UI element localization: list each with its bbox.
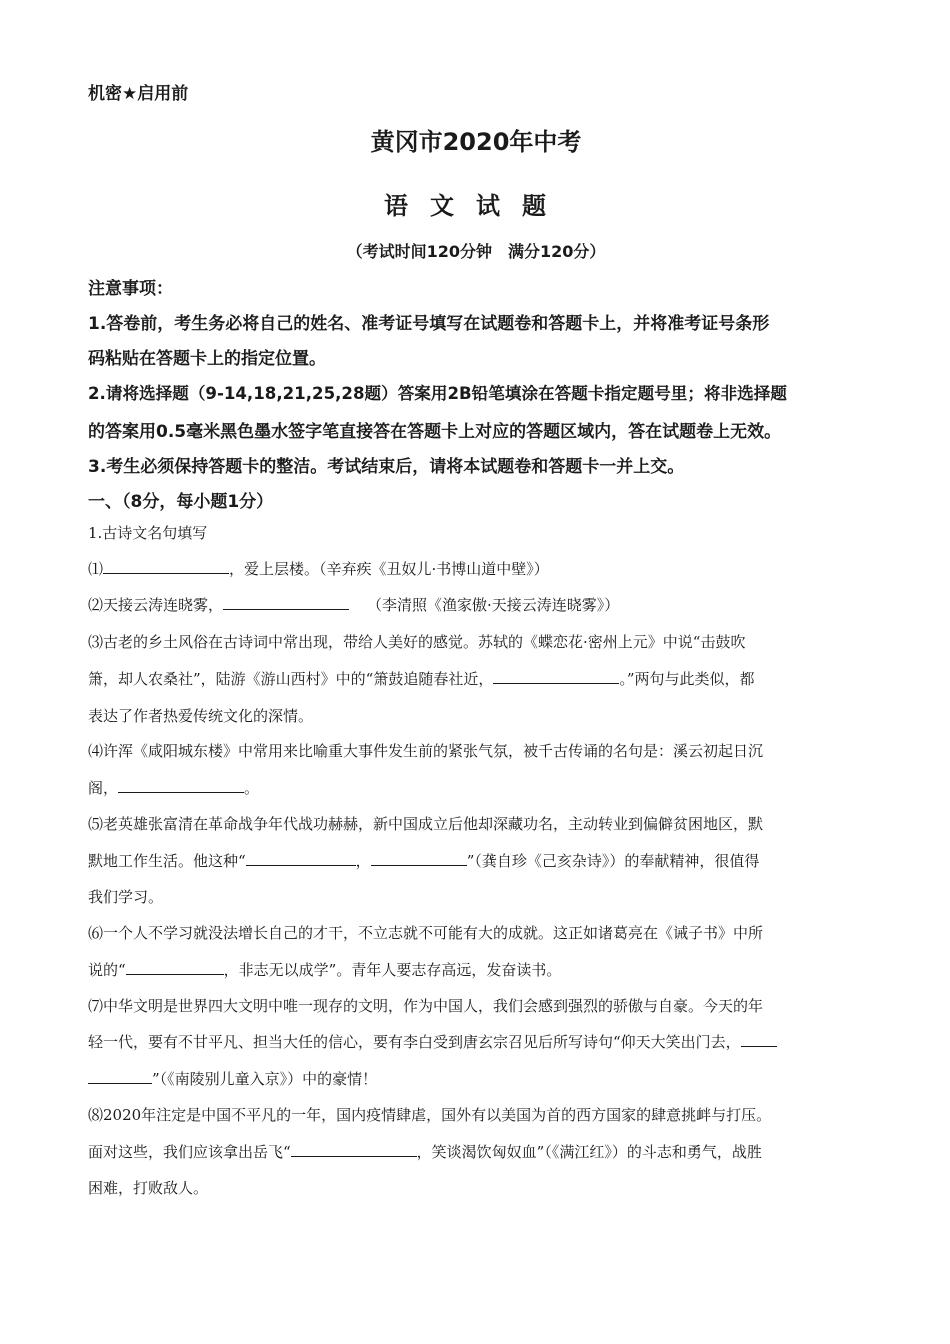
sub-question-8-line1: ⑻2020年注定是中国不平凡的一年，国内疫情肆虐，国外有以美国为首的西方国家的肆意挑衅与打压。 <box>88 1106 772 1124</box>
answer-blank[interactable] <box>103 558 229 574</box>
sub-question-7-line2 <box>88 1031 777 1052</box>
item-text: ”（《南陵别儿童入京》）中的豪情！ <box>152 1070 378 1088</box>
sub-question-2 <box>88 594 619 615</box>
note-line: 2.请将选择题（9-14,18,21,25,28题）答案用2B铅笔填涂在答题卡指定题号里；将非选择题 <box>88 384 787 403</box>
item-text: ，非志无以成学”。青年人要志存高远，发奋读书。 <box>223 961 562 979</box>
sub-question-5-line2 <box>88 850 759 871</box>
sub-question-5-line1: ⑸老英雄张富清在革命战争年代战功赫赫，新中国成立后他却深藏功名，主动转业到偏僻贫困地区，默 <box>88 815 764 833</box>
answer-blank[interactable] <box>118 777 244 793</box>
item-text: 。 <box>244 779 260 797</box>
answer-blank[interactable] <box>223 594 349 610</box>
item-text: 说的“ <box>88 961 126 979</box>
sub-question-1 <box>88 558 549 579</box>
item-text: 。”两句与此类似，都 <box>619 670 755 688</box>
sub-question-6-line2 <box>88 959 561 980</box>
item-text: （李清照《渔家傲·天接云涛连晓雾》） <box>367 596 620 614</box>
answer-blank[interactable] <box>246 850 356 866</box>
item-text: 阁， <box>88 779 119 797</box>
note-line: 3.考生必须保持答题卡的整洁。考试结束后，请将本试题卷和答题卡一并上交。 <box>88 457 685 477</box>
answer-blank[interactable] <box>493 668 619 684</box>
sub-question-4-line2 <box>88 777 259 798</box>
answer-blank[interactable] <box>126 959 224 975</box>
note-line: 码粘贴在答题卡上的指定位置。 <box>88 349 326 369</box>
item-number: ⑴ <box>88 560 104 578</box>
item-text: 默地工作生活。他这种“ <box>88 852 246 870</box>
exam-title: 黄冈市2020年中考 <box>370 128 582 156</box>
section-heading: 一、（8分，每小题1分） <box>88 492 274 512</box>
question-title: 1.古诗文名句填写 <box>88 524 208 542</box>
item-text: ，爱上层楼。（辛弃疾《丑奴儿·书博山道中壁》） <box>229 560 549 578</box>
sub-question-4-line1: ⑷许浑《咸阳城东楼》中常用来比喻重大事件发生前的紧张气氛，被千古传诵的名句是：溪云初起日沉 <box>88 742 764 760</box>
time-info: （考试时间120分钟 满分120分） <box>346 242 606 261</box>
sub-question-3-line1: ⑶古老的乡土风俗在古诗词中常出现，带给人美好的感觉。苏轼的《蝶恋花·密州上元》中说“击鼓吹 <box>88 633 746 651</box>
item-text: ， <box>355 852 371 870</box>
sub-question-6-line1: ⑹一个人不学习就没法增长自己的才干，不立志就不可能有大的成就。这正如诸葛亮在《诫子书》中所 <box>88 924 764 942</box>
item-text: 面对这些，我们应该拿出岳飞“ <box>88 1143 291 1161</box>
item-text: ⑵天接云涛连晓雾， <box>88 596 224 614</box>
answer-blank[interactable] <box>741 1031 777 1047</box>
item-text: ”（龚自珍《己亥杂诗》）的奉献精神，很值得 <box>466 852 760 870</box>
answer-blank[interactable] <box>291 1141 417 1157</box>
sub-question-5-line3: 我们学习。 <box>88 888 164 906</box>
sub-question-7-line1: ⑺中华文明是世界四大文明中唯一现存的文明，作为中国人，我们会感到强烈的骄傲与自豪。今天的年 <box>88 997 764 1015</box>
item-text: 轻一代，要有不甘平凡、担当大任的信心，要有李白受到唐玄宗召见后所写诗句“仰天大笑出门去， <box>88 1033 741 1051</box>
sub-question-8-line2 <box>88 1141 762 1162</box>
notes-heading: 注意事项： <box>88 279 173 299</box>
answer-blank[interactable] <box>371 850 467 866</box>
sub-question-8-line3: 困难，打败敌人。 <box>88 1179 209 1197</box>
sub-question-3-line2 <box>88 668 755 689</box>
confidential-label: 机密★启用前 <box>88 84 189 104</box>
item-text: ，笑谈渴饮匈奴血”（《满江红》）的斗志和勇气，战胜 <box>416 1143 762 1161</box>
sub-question-7-line3 <box>88 1068 377 1089</box>
sub-question-3-line3: 表达了作者热爱传统文化的深情。 <box>88 707 314 725</box>
note-line: 1.答卷前，考生务必将自己的姓名、准考证号填写在试题卷和答题卡上，并将准考证号条形 <box>88 314 770 334</box>
item-text: 箫，却人农桑社”，陆游《游山西村》中的“箫鼓追随春社近， <box>88 670 494 688</box>
note-line: 的答案用0.5毫米黑色墨水签字笔直接答在答题卡上对应的答题区域内，答在试题卷上无效。 <box>88 422 782 442</box>
answer-blank[interactable] <box>88 1068 152 1084</box>
subject-title: 语文试题 <box>384 192 568 220</box>
